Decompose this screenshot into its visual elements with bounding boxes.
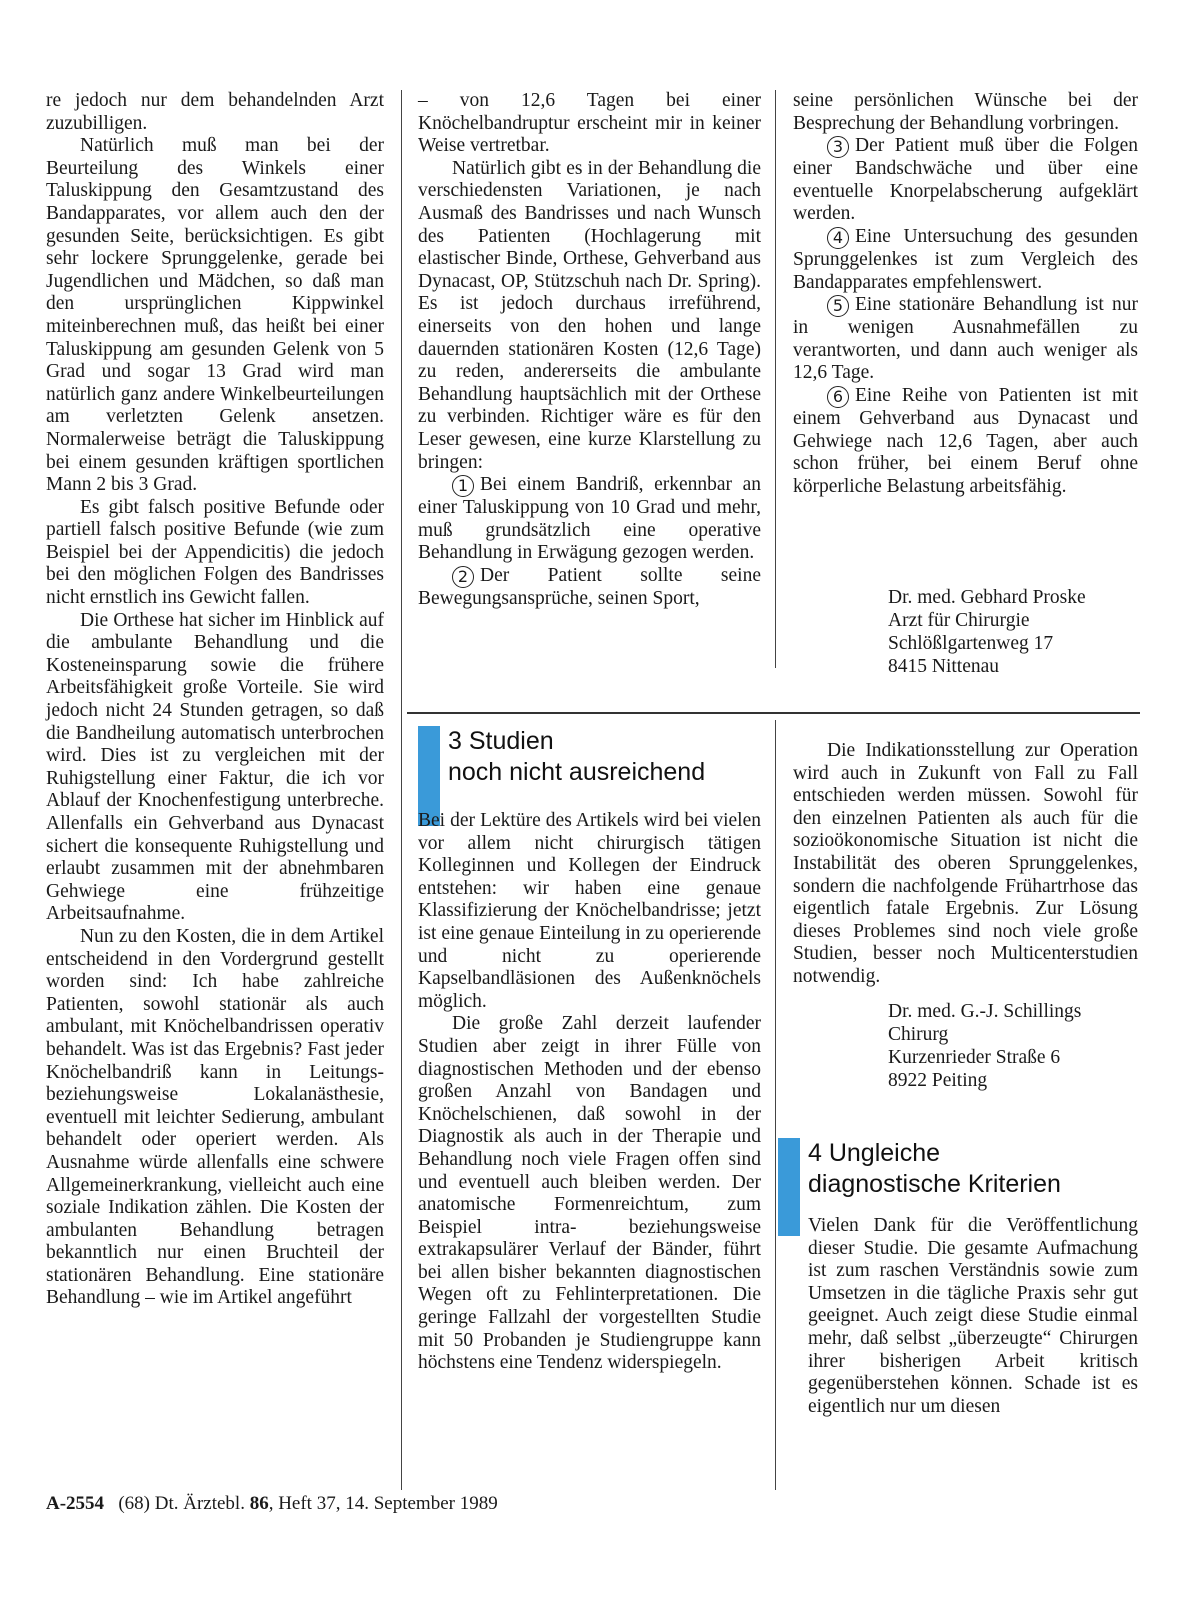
signature-proske [888,586,1148,678]
heading-line: 3 Studien [448,727,554,755]
column-2 [418,90,761,610]
signature-line: 8922 Peiting [888,1070,988,1091]
heading-line: 4 Ungleiche [808,1139,941,1167]
signature-line: Dr. med. G.-J. Schillings [888,1001,1082,1022]
paragraph: seine persönlichen Wünsche bei der Besprechung der Behandlung vorbringen. [793,90,1138,134]
page-footer [46,1493,498,1515]
column-3 [793,90,1138,498]
list-item [793,385,1138,498]
list-item-text: Der Patient sollte seine Bewegungsansprüche, seinen Sport, [418,564,761,609]
page-number: A-2554 [46,1493,105,1514]
accent-bar [778,1138,800,1236]
list-item [418,565,761,611]
paragraph: Natürlich gibt es in der Behandlung die verschiedensten Variationen, je nach Ausmaß des Bandrisses und nach Wunsch des Patienten (Hochlagerung mit elastischer Binde, Orthese, Gehverband aus Dynacast, OP, Stützschuh nach Dr. Spring). Es ist jedoch durchaus irreführend, einerseits von den hohen und lange dauernden stationären Kosten (12,6 Tage) zu reden, andererseits die ambulante Behandlung hauptsächlich mit der Orthese zu verbinden. Richtiger wäre es für den Leser gewesen, eine kurze Klarstellung zu bringen: [418,157,761,473]
list-item [793,226,1138,294]
circled-number-icon: 6 [827,386,849,408]
section-heading-4 [808,1138,1148,1200]
column-divider [401,90,402,1490]
list-item-text: Eine stationäre Behandlung ist nur in wenigen Ausnahmefällen zu verantworten, und dann auch weniger als 12,6 Tage. [793,294,1138,384]
circled-number-icon: 2 [452,566,474,588]
section-divider [407,712,1140,714]
section-heading-3 [448,726,768,788]
paragraph: Vielen Dank für die Veröffentlichung dieser Studie. Die gesamte Aufmachung ist zum raschen Verständnis sowie zum Umsetzen in die tägliche Praxis sehr gut geeignet. Auch zeigt diese Studie einmal mehr, daß selbst „überzeugte“ Chirurgen ihrer bisherigen Arbeit kritisch gegenüberstehen können. Schade ist es eigentlich nur um diesen [808,1215,1138,1417]
column-3-tail [808,1215,1138,1418]
paragraph: Die große Zahl derzeit laufender Studien aber zeigt in ihrer Fülle von diagnostischen Methoden und der ebenso großen Anzahl von Bandagen und Knöchelschienen, daß sowohl in der Diagnostik als auch in der Therapie und Behandlung noch viele Fragen offen sind und eventuell auch bleiben werden. Der anatomische Formenreichtum, zum Beispiel intra- beziehungsweise extrakapsulärer Verlauf der Bänder, führt bei allen bisher bekannten diagnostischen Wegen oft zu Fehlinterpretationen. Die geringe Fallzahl der vorgestellten Studie mit 50 Probanden je Studiengruppe kann höchstens eine Tendenz widerspiegeln. [418,1013,761,1374]
paragraph: Bei der Lektüre des Artikels wird bei vielen vor allem nicht chirurgisch tätigen Kolleginnen und Kollegen der Eindruck entstehen: wir haben eine genaue Klassifizierung der Knöchelbandrisse; jetzt ist eine genaue Einteilung in zu operierende und nicht zu operierende Kapselbandläsionen des Außenknöchels möglich. [418,810,761,1012]
signature-schillings [888,1000,1148,1092]
signature-line: Dr. med. Gebhard Proske [888,587,1086,608]
heading-line: diagnostische Kriterien [808,1170,1061,1198]
signature-line: 8415 Nittenau [888,656,1000,677]
paragraph: re jedoch nur dem behandelnden Arzt zuzubilligen. [46,90,384,134]
list-item [793,135,1138,226]
paragraph: Die Orthese hat sicher im Hinblick auf die ambulante Behandlung und die Kosteneinsparung sowie die frühere Arbeitsfähigkeit große Vorteile. Sie wird jedoch nicht 24 Stunden getragen, so daß die Bandheilung automatisch unterbrochen wird. Dies ist zu vergleichen mit der Ruhigstellung einer Faktur, die ich vor Ablauf der Knochenfestigung unterbreche. Allenfalls ein Gehverband aus Dynacast sichert die konsequente Ruhigstellung und erlaubt zusammen mit der abnehmbaren Gehwiege eine frühzeitige Arbeitsaufnahme. [46,609,384,925]
column-3-bottom [793,740,1138,989]
list-item-text: Eine Reihe von Patienten ist mit einem Gehverband aus Dynacast und Gehwiege nach 12,6 Tagen, aber auch schon früher, bei einem Beruf ohne körperliche Belastung arbeitsfähig. [793,384,1138,497]
column-divider [775,90,776,668]
paragraph: Die Indikationsstellung zur Operation wird auch in Zukunft von Fall zu Fall entschieden werden müssen. Sowohl für den einzelnen Patienten als auch für die sozioökonomische Situation ist nicht die Instabilität des oberen Sprunggelenkes, sondern die nachfolgende Frühartrhose das eigentlich fatale Ergebnis. Zur Lösung dieses Problemes sind noch viele große Studien, besser noch Multicenterstudien notwendig. [793,740,1138,987]
list-item-text: Bei einem Bandriß, erkennbar an einer Taluskippung von 10 Grad und mehr, muß grundsätzlich eine operative Behandlung in Erwägung gezogen werden. [418,474,761,564]
signature-line: Chirurg [888,1024,949,1045]
circled-number-icon: 5 [827,295,849,317]
circled-number-icon: 3 [827,136,849,158]
heading-line: noch nicht ausreichend [448,758,706,786]
footer-volume: 86 [249,1493,269,1514]
paragraph: – von 12,6 Tagen bei einer Knöchelbandruptur erscheint mir in keiner Weise vertretbar. [418,90,761,157]
column-2-bottom [418,810,761,1375]
footer-issue: , Heft 37, 14. September 1989 [268,1493,498,1514]
signature-line: Arzt für Chirurgie [888,610,1030,631]
list-item [793,294,1138,385]
signature-line: Schlößlgartenweg 17 [888,633,1054,654]
column-divider [775,720,776,1490]
circled-number-icon: 1 [452,475,474,497]
list-item-text: Eine Untersuchung des gesunden Sprunggelenkes ist zum Vergleich des Bandapparates empfehlenswert. [793,225,1138,293]
list-item [418,474,761,565]
paragraph: Nun zu den Kosten, die in dem Artikel entscheidend in den Vordergrund gestellt worden sind: Ich habe zahlreiche Patienten, sowohl stationär als auch ambulant, mit Knöchelbandrissen operativ behandelt. Was ist das Ergebnis? Fast jeder Knöchelbandriß kann in Leitungs- beziehungsweise Lokalanästhesie, eventuell mit leichter Sedierung, ambulant behandelt oder operiert werden. Als Ausnahme würde allenfalls eine schwere Allgemeinerkrankung, vielleicht auch eine soziale Indikation zählen. Die Kosten der ambulanten Behandlung betragen bekanntlich nur einen Bruchteil der stationären Behandlung. Eine stationäre Behandlung – wie im Artikel angeführt [46,925,384,1309]
paragraph: Es gibt falsch positive Befunde oder partiell falsch positive Befunde (wie zum Beispiel bei der Appendicitis) die jedoch bei den möglichen Folgen des Bandrisses nicht ernstlich ins Gewicht fallen. [46,496,384,609]
signature-line: Kurzenrieder Straße 6 [888,1047,1061,1068]
footer-source: (68) Dt. Ärztebl. [118,1493,245,1514]
column-1 [46,90,384,1310]
circled-number-icon: 4 [827,227,849,249]
list-item-text: Der Patient muß über die Folgen einer Bandschwäche und über eine eventuelle Knorpelabscherung aufgeklärt werden. [793,135,1138,225]
paragraph: Natürlich muß man bei der Beurteilung des Winkels einer Taluskippung den Gesamtzustand des Bandapparates, vor allem auch den der gesunden Seite, berücksichtigen. Es gibt sehr lockere Sprunggelenke, gerade bei Jugendlichen und Mädchen, so daß man den ursprünglichen Kippwinkel miteinberechnen muß, das heißt bei einer Taluskippung am gesunden Gelenk von 5 Grad und sogar 13 Grad wird man natürlich ganz andere Winkelbeurteilungen am verletzten Gelenk ansetzen. Normalerweise beträgt die Taluskippung bei einem gesunden kräftigen sportlichen Mann 2 bis 3 Grad. [46,135,384,496]
